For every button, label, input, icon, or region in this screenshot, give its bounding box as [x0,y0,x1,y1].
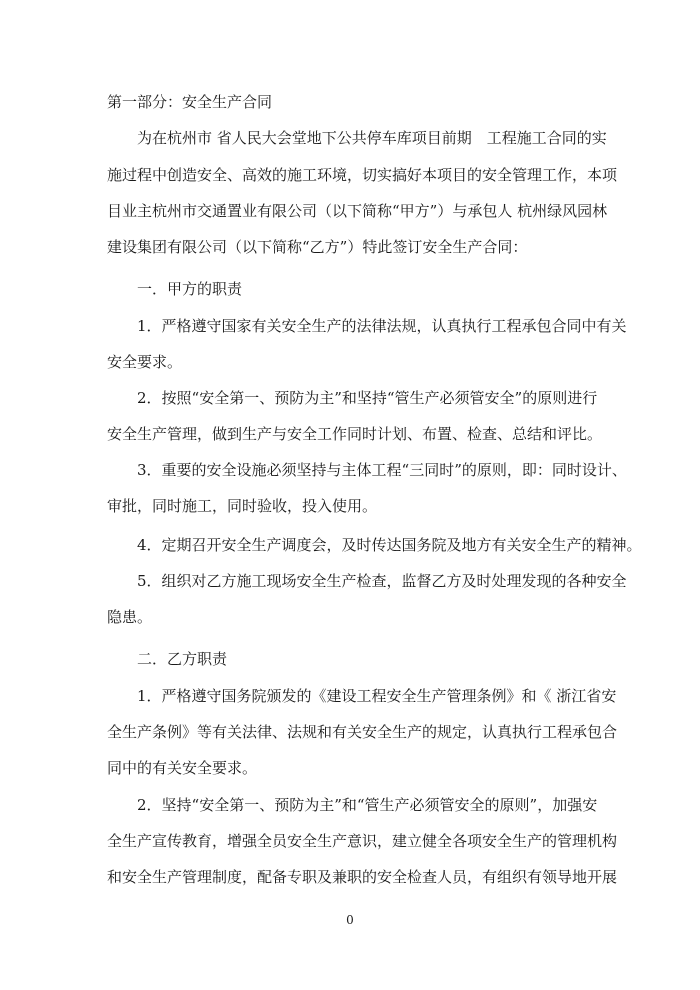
party-b-item-1-line: 全生产条例》等有关法律、法规和有关安全生产的规定，认真执行工程承包合 [107,723,618,741]
intro-line: 施过程中创造安全、高效的施工环境，切实搞好本项目的安全管理工作，本项 [107,166,618,184]
party-b-item-1-line: 同中的有关安全要求。 [107,759,258,777]
party-b-heading: 二．乙方职责 [137,650,228,668]
party-a-item-3-line: 3．重要的安全设施必须坚持与主体工程“三同时”的原则，即：同时设计、 [137,461,627,479]
party-a-item-2-line: 2．按照“安全第一、预防为主”和坚持“管生产必须管安全”的原则进行 [137,389,598,407]
party-a-heading: 一．甲方的职责 [137,280,243,298]
party-a-item-5-line: 隐患。 [107,608,153,626]
party-a-item-3-line: 审批，同时施工，同时验收，投入使用。 [107,497,378,515]
party-b-item-2-line: 2．坚持“安全第一、预防为主”和“管生产必须管安全的原则”，加强安 [137,796,598,814]
intro-line: 目业主杭州市交通置业有限公司（以下简称“甲方”）与承包人 杭州绿风园林 [107,202,608,220]
party-a-item-1-line: 安全要求。 [107,353,183,371]
party-b-item-2-line: 和安全生产管理制度，配备专职及兼职的安全检查人员，有组织有领导地开展 [107,868,618,886]
party-a-item-5-line: 5．组织对乙方施工现场安全生产检查，监督乙方及时处理发现的各种安全 [137,572,627,590]
page-number: 0 [346,913,354,927]
party-a-item-1-line: 1．严格遵守国家有关安全生产的法律法规，认真执行工程承包合同中有关 [137,317,627,335]
intro-line: 为在杭州市 省人民大会堂地下公共停车库项目前期 工程施工合同的实 [137,129,607,147]
section-title: 第一部分：安全生产合同 [107,93,273,111]
party-b-item-1-line: 1．严格遵守国务院颁发的《建设工程安全生产管理条例》和《 浙江省安 [137,687,617,705]
intro-line: 建设集团有限公司（以下简称“乙方”）特此签订安全生产合同： [107,238,528,256]
party-a-item-2-line: 安全生产管理，做到生产与安全工作同时计划、布置、检查、总结和评比。 [107,425,603,443]
party-a-item-4-line: 4．定期召开安全生产调度会，及时传达国务院及地方有关安全生产的精神。 [137,536,642,554]
party-b-item-2-line: 全生产宣传教育，增强全员安全生产意识，建立健全各项安全生产的管理机构 [107,832,618,850]
